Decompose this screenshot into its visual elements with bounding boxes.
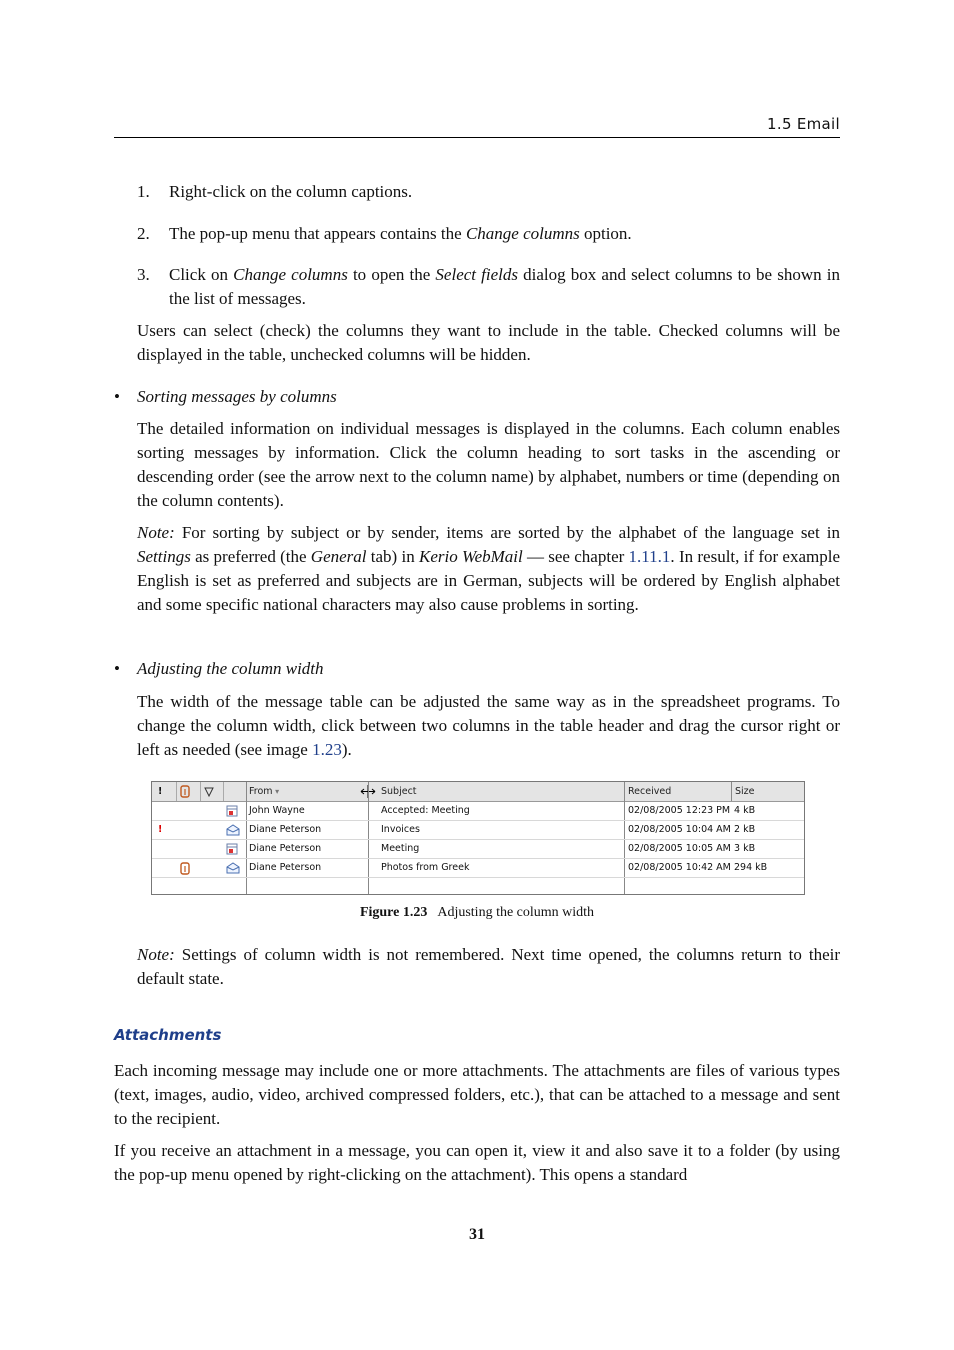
bullet-sorting-title: Sorting messages by columns — [137, 387, 337, 406]
size-cell: 4 kB — [734, 805, 756, 816]
message-table-figure — [151, 781, 805, 895]
from-cell: Diane Peterson — [249, 862, 322, 873]
bullet-dot: • — [114, 659, 120, 678]
bullet-dot: • — [114, 387, 120, 406]
paperclip-icon — [180, 859, 190, 877]
attachments-paragraph-2: If you receive an attachment in a message, you can open it, view it and also save it to a folder (by using the pop-up menu opened by right-clicking on the attachment). This opens a standard — [114, 1141, 840, 1184]
column-header-from[interactable]: From ▾ — [249, 786, 280, 797]
size-cell: 2 kB — [734, 824, 756, 835]
step-1-text: Right-click on the column captions. — [169, 182, 413, 201]
from-cell: Diane Peterson — [249, 843, 322, 854]
table-row[interactable] — [152, 821, 804, 840]
header-rule — [114, 137, 840, 138]
sorting-note: Note: For sorting by subject or by sender, items are sorted by the alphabet of the language set in Settings as preferred (the General tab) in Kerio WebMail — see chapter 1.11.1. In result, if for example English is set as preferred and subjects are in German, subjects will be ordered by English alphabet and some specific national characters may also cause problems in sorting. — [137, 523, 840, 614]
column-divider — [731, 782, 732, 801]
steps-note: Users can select (check) the columns they want to include in the table. Checked columns will be displayed in the table, unchecked columns will be hidden. — [137, 321, 840, 364]
width-note: Note: Settings of column width is not remembered. Next time opened, the columns return to their default state. — [137, 945, 840, 988]
figure-link[interactable]: 1.23 — [312, 740, 342, 759]
header-divider — [176, 782, 177, 801]
bullet-width-title: Adjusting the column width — [137, 659, 324, 678]
envelope-open-icon — [226, 859, 240, 877]
step-3-text: Click on Change columns to open the Select fields dialog box and select columns to be shown in the list of messages. — [169, 265, 840, 308]
running-head: 1.5 Email — [767, 115, 840, 133]
figure-caption: Figure 1.23 Adjusting the column width — [359, 905, 595, 920]
meeting-icon — [226, 802, 240, 820]
page-number: 31 — [469, 1226, 485, 1243]
chapter-link[interactable]: 1.11.1 — [628, 547, 671, 566]
table-row[interactable] — [152, 802, 804, 821]
received-cell: 02/08/2005 10:42 AM — [628, 862, 731, 873]
meeting-icon — [226, 840, 240, 858]
table-row[interactable] — [152, 859, 804, 878]
step-number: 3. — [137, 265, 150, 284]
subject-cell: Accepted: Meeting — [381, 805, 470, 816]
column-header-subject[interactable]: Subject — [381, 786, 417, 797]
received-cell: 02/08/2005 12:23 PM — [628, 805, 731, 816]
flag-column-icon[interactable] — [202, 782, 222, 801]
attachments-paragraph-1: Each incoming message may include one or more attachments. The attachments are files of various types (text, images, audio, video, archived compressed folders, etc.), that can be attached to a message and sent to the recipient. — [114, 1061, 840, 1128]
sorting-body: The detailed information on individual messages is displayed in the columns. Each column enables sorting messages by information. Click the column heading to sort tasks in the ascending or descending order (see the arrow next to the column name) by alphabet, numbers or time (depending on the column contents). — [137, 419, 840, 510]
step-number: 1. — [137, 182, 150, 201]
size-cell: 3 kB — [734, 843, 756, 854]
table-header — [152, 782, 804, 802]
importance-column-icon[interactable]: ! — [158, 786, 163, 797]
received-cell: 02/08/2005 10:05 AM — [628, 843, 731, 854]
table-row[interactable] — [152, 840, 804, 859]
column-header-size[interactable]: Size — [735, 786, 755, 797]
subject-cell: Invoices — [381, 824, 420, 835]
header-divider — [200, 782, 201, 801]
envelope-open-icon — [226, 821, 240, 839]
width-body: The width of the message table can be adjusted the same way as in the spreadsheet programs. To change the column width, click between two columns in the table header and drag the cursor right or left as needed (see image 1.23). — [137, 692, 840, 759]
from-cell: Diane Peterson — [249, 824, 322, 835]
header-divider — [223, 782, 224, 801]
subject-cell: Photos from Greek — [381, 862, 470, 873]
subject-cell: Meeting — [381, 843, 420, 854]
section-heading-attachments: Attachments — [114, 1026, 222, 1044]
column-header-received[interactable]: Received — [628, 786, 672, 797]
size-cell: 294 kB — [734, 862, 768, 873]
step-number: 2. — [137, 224, 150, 243]
attachment-column-icon[interactable] — [178, 782, 198, 801]
from-cell: John Wayne — [249, 805, 305, 816]
received-cell: 02/08/2005 10:04 AM — [628, 824, 731, 835]
importance-mark: ! — [158, 824, 163, 835]
step-2-text: The pop-up menu that appears contains the Change columns option. — [169, 224, 632, 243]
